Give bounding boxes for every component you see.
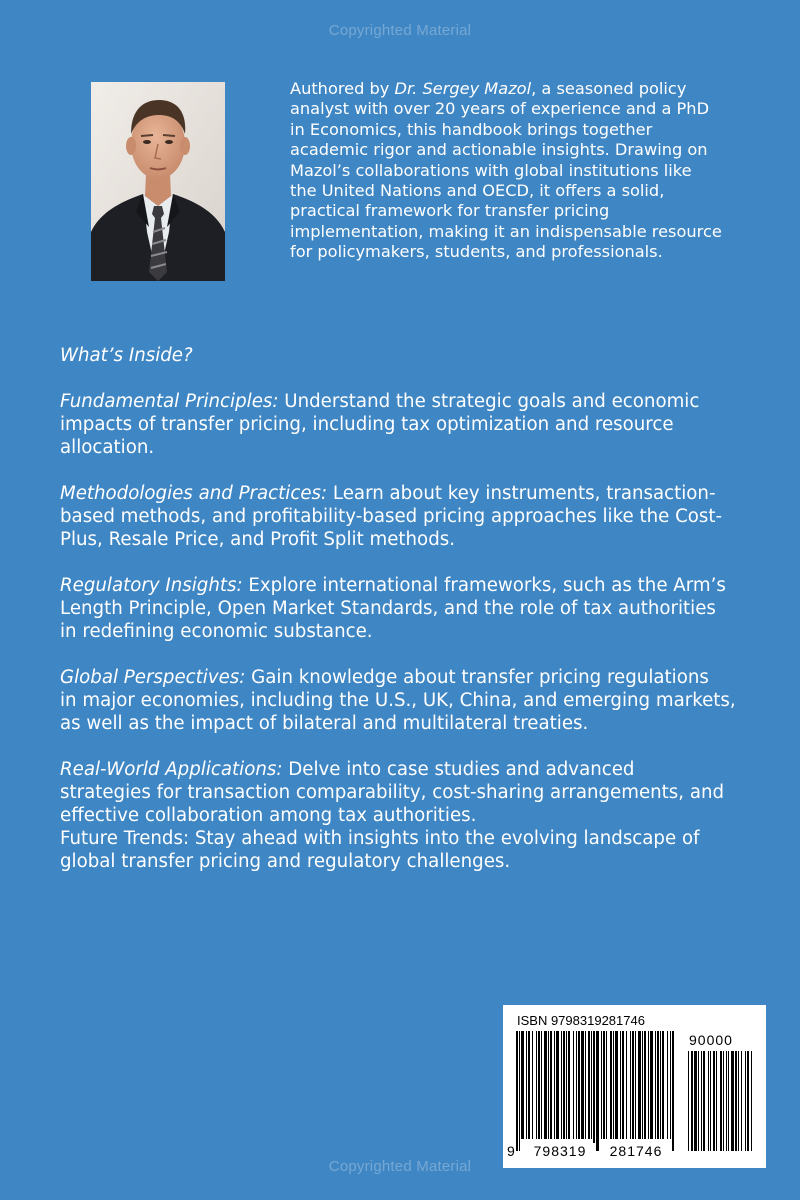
- barcode-bar: [601, 1031, 602, 1139]
- barcode-bar: [541, 1031, 542, 1139]
- barcode-bar: [550, 1031, 552, 1139]
- barcode-bar: [536, 1031, 537, 1139]
- addon-bar: [735, 1051, 737, 1151]
- section-line: Real-World Applications: Delve into case studies and advanced: [60, 759, 635, 780]
- addon-bar: [701, 1051, 702, 1151]
- section-title: Methodologies and Practices:: [60, 483, 328, 504]
- section-methodologies: [60, 482, 770, 551]
- barcode-bar: [650, 1031, 653, 1139]
- barcode-bar: [672, 1031, 674, 1151]
- section-line: allocation.: [60, 437, 155, 458]
- isbn-barcode: [503, 1005, 766, 1168]
- barcode-bar: [538, 1031, 540, 1139]
- barcode-bar: [581, 1031, 584, 1139]
- barcode-bar: [626, 1031, 627, 1139]
- bio-line: Authored by Dr. Sergey Mazol, a seasoned policy: [290, 79, 687, 98]
- barcode-bar: [635, 1031, 636, 1139]
- barcode-digits-right: 281746: [601, 1143, 671, 1159]
- addon-bar: [698, 1051, 699, 1151]
- addon-bar: [741, 1051, 742, 1151]
- barcode-bar: [596, 1031, 599, 1151]
- barcode-bar: [655, 1031, 656, 1139]
- barcode-bar: [648, 1031, 649, 1139]
- barcode-bar: [544, 1031, 547, 1139]
- barcode-bar: [566, 1031, 567, 1139]
- barcode-bar: [588, 1031, 590, 1139]
- bio-line: for policymakers, students, and professionals.: [290, 242, 663, 262]
- barcode-bar: [606, 1031, 607, 1139]
- addon-bar: [751, 1051, 752, 1151]
- section-line: Regulatory Insights: Explore international frameworks, such as the Arm’s: [60, 575, 726, 596]
- barcode-bar: [670, 1031, 671, 1139]
- section-line: Methodologies and Practices: Learn about key instruments, transaction-: [60, 483, 716, 504]
- bio-line: analyst with over 20 years of experience and a PhD: [290, 99, 710, 119]
- barcode-bar: [528, 1031, 530, 1139]
- bio-line: the United Nations and OECD, it offers a solid,: [290, 181, 665, 201]
- barcode-bar: [620, 1031, 621, 1139]
- isbn-label: ISBN 9798319281746: [517, 1013, 645, 1028]
- section-line: Global Perspectives: Gain knowledge about transfer pricing regulations: [60, 667, 709, 688]
- author-name: Dr. Sergey Mazol: [394, 79, 532, 98]
- addon-bar: [691, 1051, 693, 1151]
- watermark-top: Copyrighted Material: [328, 22, 472, 39]
- addon-bar: [745, 1051, 746, 1151]
- barcode-bar: [591, 1031, 592, 1139]
- barcode-bar: [578, 1031, 580, 1139]
- addon-bar: [713, 1051, 715, 1151]
- barcode-bar: [644, 1031, 646, 1139]
- barcode-bar: [613, 1031, 614, 1139]
- section-line: strategies for transaction comparability, cost-sharing arrangements, and: [60, 782, 725, 803]
- section-title: Fundamental Principles:: [60, 391, 279, 412]
- addon-bar: [710, 1051, 711, 1151]
- barcode-bar: [662, 1031, 664, 1139]
- section-line: Fundamental Principles: Understand the strategic goals and economic: [60, 391, 700, 412]
- barcode-bar: [642, 1031, 643, 1139]
- barcode-bar: [532, 1031, 533, 1139]
- addon-bar: [728, 1051, 729, 1151]
- addon-bar: [723, 1051, 724, 1151]
- section-title: Regulatory Insights:: [60, 575, 243, 596]
- barcode-bar: [630, 1031, 631, 1139]
- section-line: impacts of transfer pricing, including tax optimization and resource: [60, 414, 674, 435]
- contents-heading: What’s Inside?: [60, 345, 193, 366]
- price-code: 90000: [689, 1032, 733, 1048]
- section-title: Real-World Applications:: [60, 759, 283, 780]
- barcode-digits-left: 798319: [525, 1143, 595, 1159]
- addon-bar: [703, 1051, 705, 1151]
- barcode-bar: [585, 1031, 586, 1139]
- barcode-bar: [615, 1031, 618, 1139]
- barcode-bar: [667, 1031, 668, 1139]
- author-bio: [290, 79, 760, 263]
- addon-bar: [708, 1051, 709, 1151]
- section-fundamental-principles: [60, 390, 770, 459]
- ean-barcode-bars: [516, 1031, 676, 1151]
- barcode-bar: [521, 1031, 524, 1139]
- barcode-bar: [568, 1031, 570, 1139]
- barcode-bar: [554, 1031, 555, 1139]
- bio-line: implementation, making it an indispensable resource: [290, 221, 722, 241]
- barcode-bar: [603, 1031, 605, 1139]
- addon-bar: [716, 1051, 717, 1151]
- addon-bar: [688, 1051, 689, 1151]
- barcode-bar: [638, 1031, 641, 1139]
- section-global-perspectives: [60, 666, 770, 735]
- section-line: Length Principle, Open Market Standards, and the role of tax authorities: [60, 598, 716, 619]
- addon-bar: [738, 1051, 739, 1151]
- bio-line: Mazol’s collaborations with global institutions like: [290, 160, 692, 180]
- contents-section: [60, 344, 770, 873]
- barcode-bar: [576, 1031, 577, 1139]
- barcode-bar: [622, 1031, 624, 1139]
- barcode-bar: [632, 1031, 634, 1139]
- addon-bar: [720, 1051, 722, 1151]
- barcode-bar: [660, 1031, 661, 1139]
- author-portrait: [91, 82, 225, 281]
- barcode-bar: [563, 1031, 565, 1139]
- section-regulatory-insights: [60, 574, 770, 643]
- section-line: global transfer pricing and regulatory challenges.: [60, 851, 511, 872]
- barcode-bar: [516, 1031, 518, 1151]
- bio-line: academic rigor and actionable insights. Drawing on: [290, 140, 708, 160]
- addon-bar: [731, 1051, 734, 1151]
- section-line: in redefining economic substance.: [60, 621, 373, 642]
- bio-line: in Economics, this handbook brings together: [290, 119, 653, 139]
- bio-line: practical framework for transfer pricing: [290, 201, 610, 221]
- addon-barcode-bars: [688, 1051, 754, 1151]
- barcode-bar: [561, 1031, 562, 1139]
- barcode-bar: [526, 1031, 527, 1139]
- barcode-bar: [610, 1031, 612, 1139]
- addon-bar: [747, 1051, 749, 1151]
- section-line: effective collaboration among tax authorities.: [60, 805, 477, 826]
- section-line: as well as the impact of bilateral and multilateral treaties.: [60, 713, 589, 734]
- addon-bar: [726, 1051, 727, 1151]
- watermark-bottom: Copyrighted Material: [328, 1158, 472, 1175]
- addon-bar: [694, 1051, 697, 1151]
- barcode-bar: [573, 1031, 574, 1139]
- barcode-bar: [519, 1031, 520, 1151]
- barcode-bar: [556, 1031, 559, 1139]
- barcode-digit-first: 9: [507, 1143, 515, 1159]
- barcode-bar: [593, 1031, 595, 1151]
- barcode-bar: [548, 1031, 549, 1139]
- section-line: based methods, and profitability-based pricing approaches like the Cost-: [60, 506, 723, 527]
- section-real-world-applications: [60, 758, 770, 873]
- section-line: Future Trends: Stay ahead with insights into the evolving landscape of: [60, 828, 700, 849]
- section-title: Global Perspectives:: [60, 667, 246, 688]
- section-line: Plus, Resale Price, and Profit Split methods.: [60, 529, 455, 550]
- section-line: in major economies, including the U.S., UK, China, and emerging markets,: [60, 690, 736, 711]
- barcode-bar: [657, 1031, 659, 1139]
